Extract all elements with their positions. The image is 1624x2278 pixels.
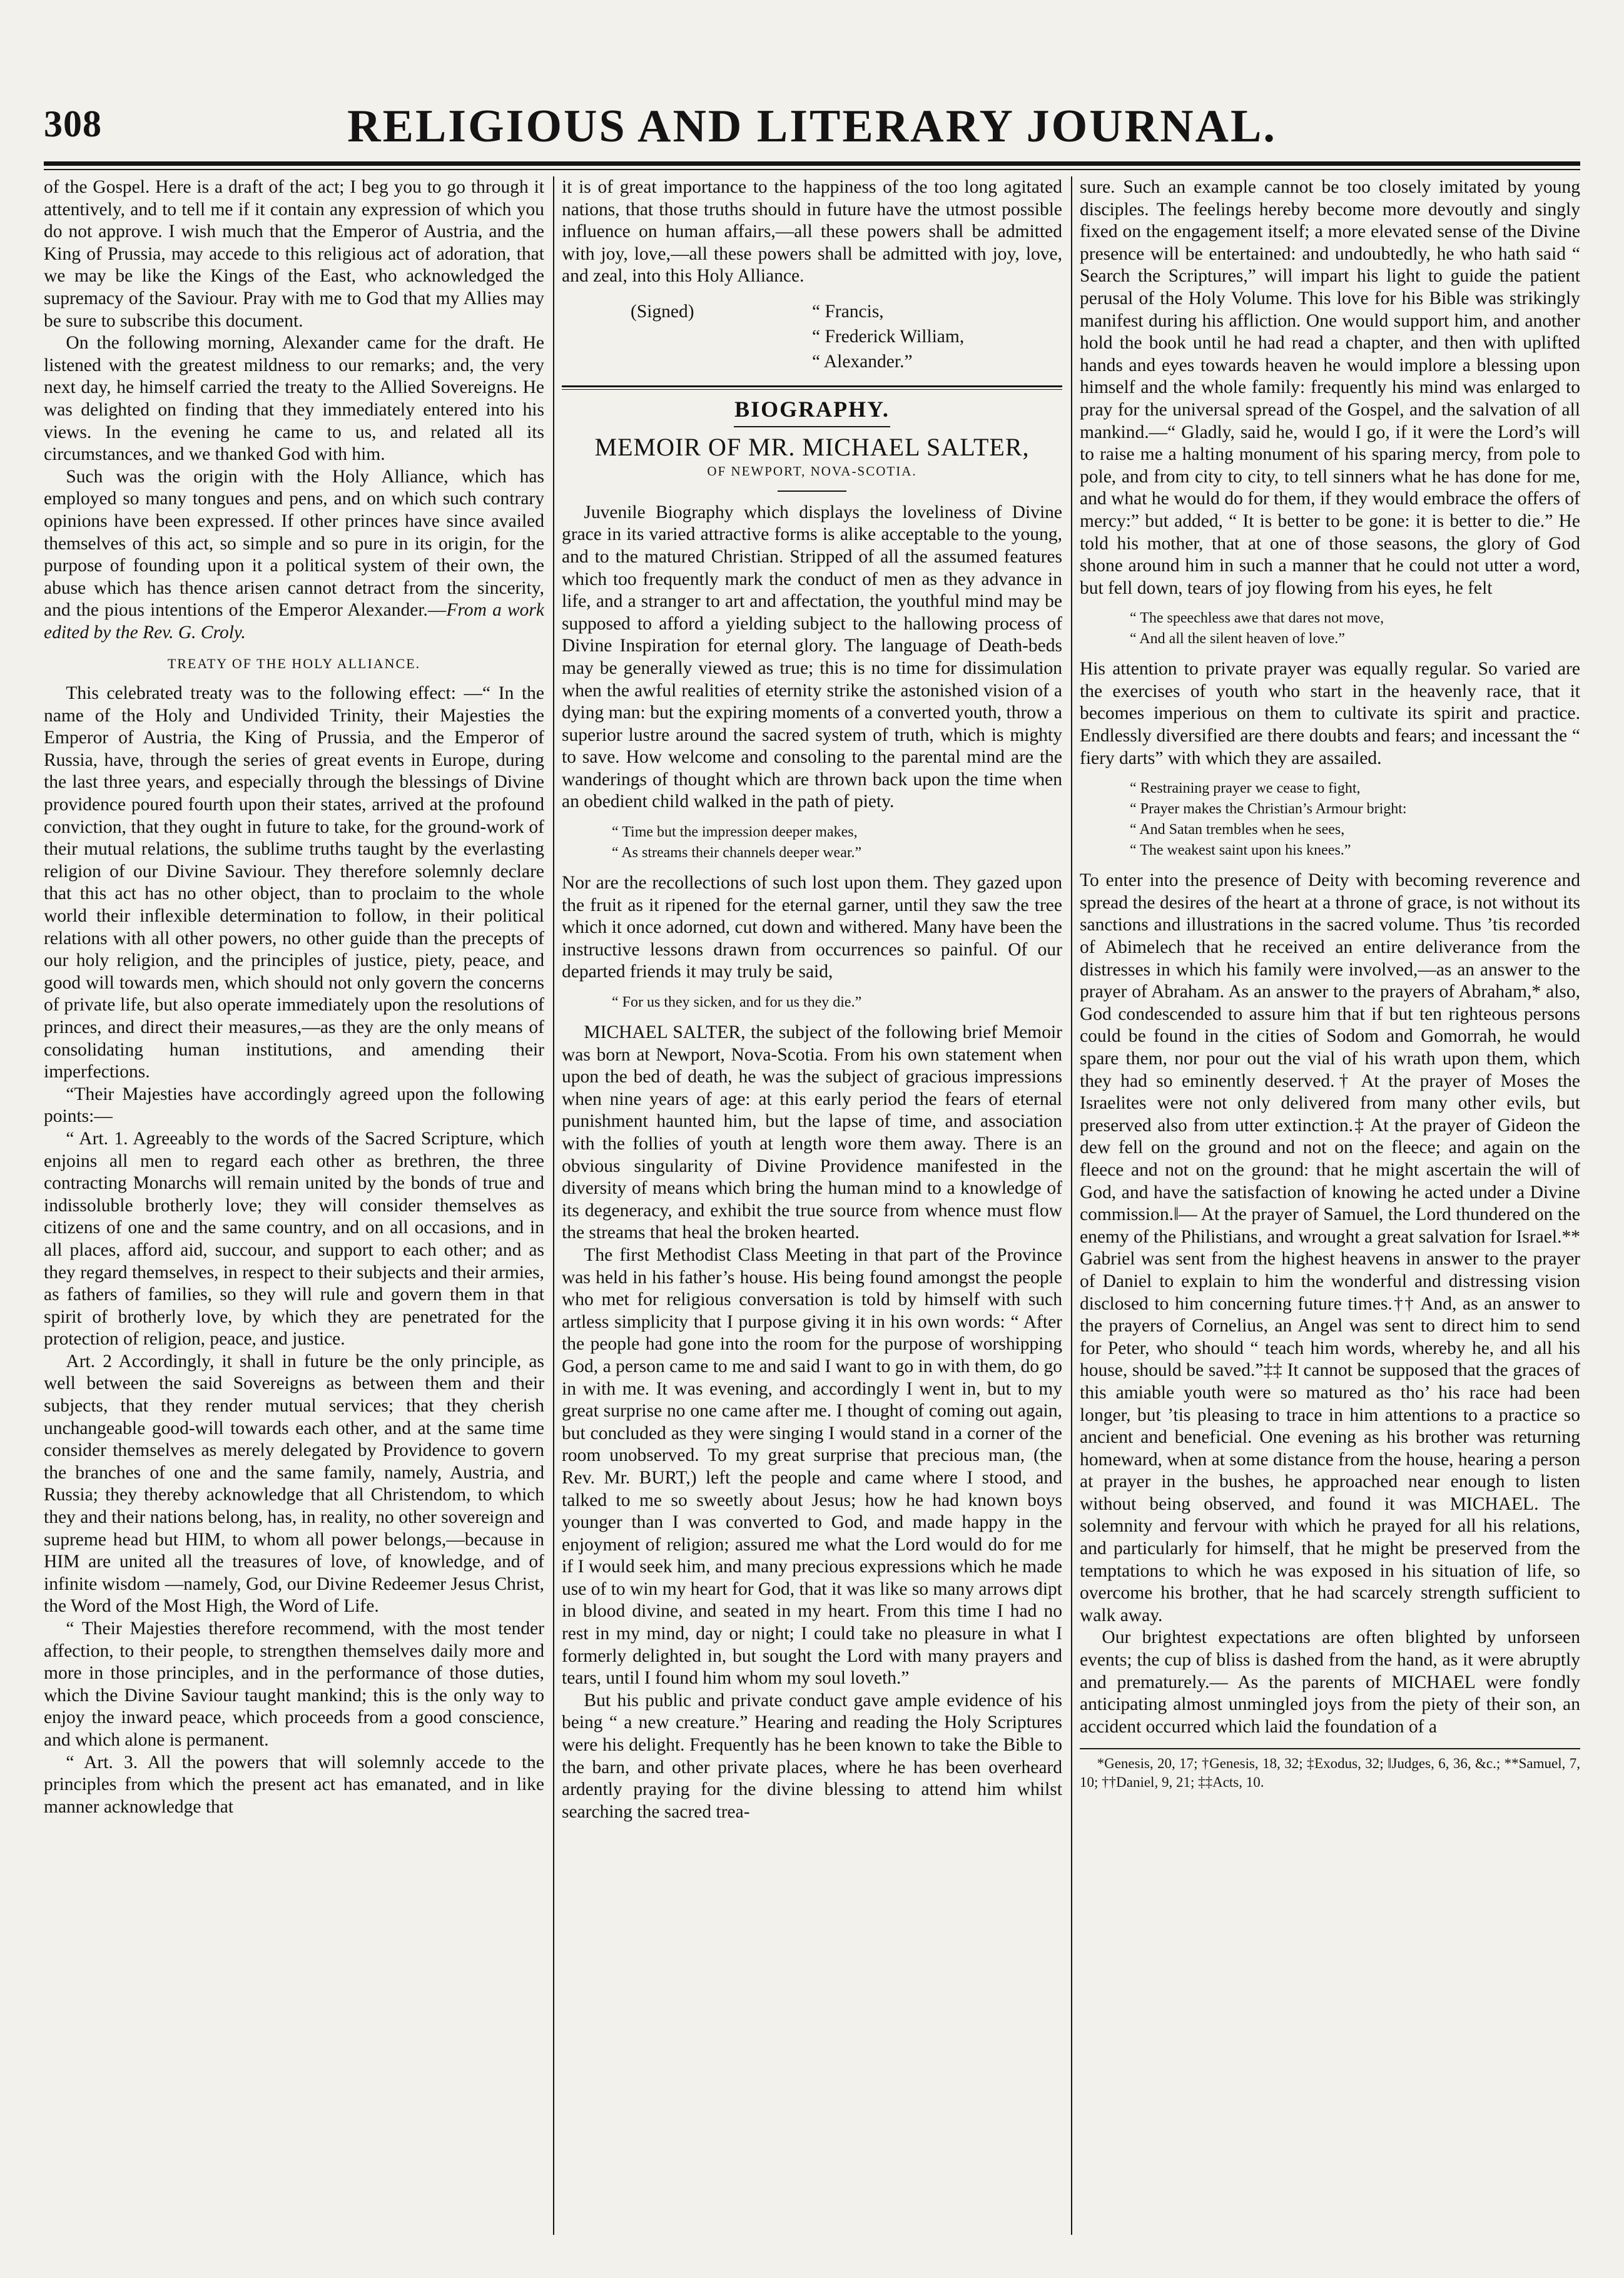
source-citation: From a work edited by the Rev. G. Croly. [44,600,544,643]
paragraph-text: the subject of the following brief Memoir was born at Newport, Nova-Scotia. From his own statement when upon the bed of death, he was the subject of gracious impressions when nine years of age: at this early period the fears of eternal punishment haunted him, but the lapse of time, and association with the follies of youth at length wore them away. There is an obvious singularity of Divine Providence manifested in the diversity of means which bring the human mind to a knowledge of its degeneracy, and exhibit the true source from whence must flow the streams that heal the broken hearted. [562,1022,1062,1243]
heading-rule [734,426,890,427]
subject-name: MICHAEL SALTER, [584,1022,746,1043]
signatures [562,299,1062,379]
verse-line: “ Restraining prayer we cease to fight, [1130,780,1361,797]
page-number: 308 [44,103,102,145]
column-divider [1071,176,1072,2235]
column-divider [553,176,554,2235]
verse-quote [1130,608,1580,649]
signatory: “ Alexander.” [812,351,913,372]
paragraph: “ Their Majesties therefore recommend, with the most tender affection, to their people, to strengthen themselves daily more and more in those principles, and in the performance of those duties, which the Divine Saviour taught mankind; this is the only way to enjoy the inward peace, which proceeds from a good conscience, and which alone is permanent. [44,1619,544,1750]
verse-line: “ Prayer makes the Christian’s Armour bright: [1130,801,1407,818]
paragraph [562,1022,1062,1244]
header-rule-thick [44,161,1580,166]
footnote: *Genesis, 20, 17; †Genesis, 18, 32; ‡Exodus, 32; ‖Judges, 6, 36, &c.; **Samuel, 7, 10; ††Daniel, 9, 21; ‡‡Acts, 10. [1080,1756,1580,1791]
section-rule [562,389,1062,390]
memoir-title: MEMOIR OF MR. MICHAEL SALTER, [594,432,1030,461]
column-right [1080,176,1580,2235]
heading-rule [778,491,846,492]
paragraph: sure. Such an example cannot be too closely imitated by young disciples. The feelings hereby become more devoutly and singly fixed on the engagement itself; a more elevated sense of the Divine presence will be entertained: and undoubtedly, he who hath said “ Search the Scriptures,” will impart his light to guide the patient perusal of the Holy Volume. This love for his Bible was strikingly manifest during his affliction. One would support him, and another hold the book until he had read a chapter, and then with uplifted hands and eyes towards heaven he would implore a blessing upon himself and the whole family: frequently his mind was enlarged to pray for the universal spread of the Gospel, and the salvation of all mankind.—“ Gladly, said he, would I go, if it were the Lord’s will to raise me a halting monument of his sparing mercy, from pole to pole, and from city to city, to tell sinners what he has done for me, and what he would do for them, if they would embrace the offers of mercy:” but added, “ It is better to be gone: it is better to die.” He told his mother, that at one of those seasons, the glory of God shone around him in such a manner that he could not utter a word, but fell down, tears of joy flowing from his eyes, he felt [1080,177,1580,598]
paragraph: Juvenile Biography which displays the loveliness of Divine grace in its varied attractive forms is alike acceptable to the young, and to the matured Christian. Stripped of all the assumed features which too frequently mark the conduct of men as they advance in life, and a stranger to art and affectation, the youthful mind may be supposed to afford a yielding subject to the hallowing process of Divine Inspiration for eternal glory. The language of Death-beds may be generally viewed as true; this is no time for dissimulation when the awful realities of eternity strike the astonished vision of a dying man: but the expiring moments of a converted youth, throw a superior lustre around the sacred system of truth, which is mighty to save. How welcome and consoling to the parental mind are the wanderings of thought which are thrown back upon the time when an obedient child walked in the path of piety. [562,502,1062,812]
verse-quote [612,822,1062,863]
header-rule-thin [44,169,1580,170]
column-left [44,176,544,2235]
verse-quote [1130,778,1580,861]
verse-line: “ And all the silent heaven of love.” [1130,631,1345,648]
verse-line: “ The weakest saint upon his knees.” [1130,842,1351,859]
paragraph: His attention to private prayer was equally regular. So varied are the exercises of youth who start in the heavenly race, that it becomes imperious on them to cultivate its spirit and practice. Endlessly diversified are there doubts and fears; and incessant the “ fiery darts” with which they are assailed. [1080,659,1580,768]
paragraph: of the Gospel. Here is a draft of the act; I beg you to go through it attentively, and to tell me if it contain any expression of which you do not approve. I wish much that the Emperor of Austria, and the King of Prussia, may accede to this religious act of adoration, that we may be like the Kings of the East, who acknowledged the supremacy of the Saviour. Pray with me to God that my Allies may be sure to subscribe this document. [44,177,544,331]
paragraph: “Their Majesties have accordingly agreed upon the following points:— [44,1084,544,1127]
verse-line: “ And Satan trembles when he sees, [1130,821,1345,838]
paragraph: But his public and private conduct gave ample evidence of his being “ a new creature.” Hearing and reading the Holy Scriptures were his delight. Frequently has he been known to take the Bible to the barn, and other private places, where he has been overheard ardently praying for the divine blessing to attend him whilst searching the sacred trea- [562,1690,1062,1822]
column-middle [562,176,1062,2235]
footnote-rule [1080,1748,1580,1749]
section-rule [562,385,1062,387]
memoir-subtitle: OF NEWPORT, NOVA-SCOTIA. [707,464,917,479]
signatory-list [812,299,964,374]
section-heading-biography: BIOGRAPHY. [734,396,890,422]
running-title: RELIGIOUS AND LITERARY JOURNAL. [347,101,1277,152]
paragraph: Art. 2 Accordingly, it shall in future be the only principle, as well between the said Sovereigns as between them and their subjects, that they render mutual services; that they cherish unchangeable good-will towards each other, and at the same time consider themselves as merely delegated by Providence to govern the branches of one and the same family, namely, Austria, and Russia; they thereby acknowledge that all Christendom, to which they and their nations belong, has, in reality, no other sovereign and supreme head but HIM, to whom all power belongs,—because in HIM are united all the treasures of love, of knowledge, and of infinite wisdom —namely, God, our Divine Redeemer Jesus Christ, the Word of the Most High, the Word of Life. [44,1351,544,1617]
signatory: “ Frederick William, [812,326,965,347]
paragraph: On the following morning, Alexander came for the draft. He listened with the greatest mildness to our remarks; and, the very next day, he himself carried the treaty to the Allied Sovereigns. He was delighted on finding that they immediately entered into his views. In the evening he came to us, and related all its circumstances, and we thanked God with him. [44,333,544,465]
paragraph: “ Art. 1. Agreeably to the words of the Sacred Scripture, which enjoins all men to regard each other as brethren, the three contracting Monarchs will remain united by the bonds of true and indissoluble brotherly love; they will consider themselves as citizens of one and the same country, and on all occasions, and in all places, afford aid, succour, and support to each other; and as they regard themselves, in respect to their subjects and their armies, as fathers of families, so they will rule and govern them in that spirit of brotherly love, by which they are penetrated for the protection of religion, peace, and justice. [44,1128,544,1350]
signed-label: (Signed) [631,301,694,322]
paragraph: This celebrated treaty was to the following effect: —“ In the name of the Holy and Undivided Trinity, their Majesties the Emperor of Austria, the King of Prussia, and the Emperor of Russia, have, through the series of great events in Europe, during the last three years, and especially through the blessings of Divine providence poured fourth upon their states, arrived at the profound conviction, that they ought in future to take, for the ground-work of their mutual relations, the sublime truths taught by the everlasting religion of our Divine Saviour. They therefore solemnly declare that this act has no other object, than to proclaim to the whole world their inflexible determination to follow, in their political relations with all other powers, no other guide than the precepts of our holy religion, and the principles of justice, piety, peace, and good will towards men, which should not only govern the concerns of private life, but also operate immediately upon the resolutions of princes, and direct their measures,—as they are the only means of consolidating human institutions, and amending their imperfections. [44,683,544,1082]
verse-line: “ For us they sicken, and for us they die.” [612,994,862,1011]
paragraph-text: Such was the origin with the Holy Alliance, which has employed so many tongues and pens, and on which such contrary opinions have been expressed. If other princes have since availed themselves of this act, so simple and so pure in its origin, for the purpose of founding upon it a political system of their own, the abuse which has thence arisen cannot detract from the sincerity, and the pious intentions of the Emperor Alexander.— [44,466,544,621]
paragraph: Nor are the recollections of such lost upon them. They gazed upon the fruit as it ripened for the eternal garner, until they saw the tree which it once adorned, cut down and withered. Many have been the instructive lessons drawn from occurrences so painful. Of our departed friends it may truly be said, [562,873,1062,982]
paragraph: The first Methodist Class Meeting in that part of the Province was held in his father’s house. His being found amongst the people who met for religious conversation is told by himself with such artless simplicity that I purpose giving it in his own words: “ After the people had gone into the room for the purpose of worshipping God, a person came to me and said I want to go in with them, do go in with me. It was evening, and accordingly I went in, but to my great surprise no one came after me. I thought of coming out again, but concluded as they were singing I would stand in a corner of the room unobserved. To my great surprise that precious man, (the Rev. Mr. BURT,) left the people and came where I stood, and talked to me so sweetly about Jesus; how he had known boys younger than I was converted to God, and made happy in the enjoyment of religion; assured me what the Lord would do for me if I would seek him, and many precious expressions which he made use of to win my heart for God, that it was like so many arrows dipt in blood divine, and seated in my heart. From this time I had no rest in my mind, day or night; I could take no pleasure in what I formerly delighted in, but sought the Lord with many prayers and tears, until I found him whom my soul loveth.” [562,1244,1062,1689]
page-header [44,100,1580,169]
subheading-treaty: TREATY OF THE HOLY ALLIANCE. [167,656,421,672]
paragraph: Our brightest expectations are often blighted by unforseen events; the cup of bliss is dashed from the hand, as it were abruptly and prematurely.— As the parents of MICHAEL were fondly anticipating almost unmingled joys from the piety of their son, an accident occurred which laid the foundation of a [1080,1627,1580,1737]
paragraph: it is of great importance to the happiness of the too long agitated nations, that those truths should in future have the utmost possible influence on human affairs,—all these powers shall be admitted with joy, love,—all these powers shall be admitted with joy, love, and zeal, into this Holy Alliance. [562,177,1062,287]
signatory: “ Francis, [812,301,884,322]
paragraph [44,466,544,644]
verse-line: “ Time but the impression deeper makes, [612,824,858,841]
verse-quote [612,992,1062,1013]
verse-line: “ As streams their channels deeper wear.” [612,845,862,862]
paragraph: To enter into the presence of Deity with becoming reverence and spread the desires of the heart at a throne of grace, is not without its sanctions and illustrations in the sacred volume. Thus ’tis recorded of Abimelech that he received an entire deliverance from the distresses in which his family were involved,—as an answer to the prayer of Abraham. As an answer to the prayers of Abraham,* also, God condescended to assure him that if but ten righteous persons could be found in the cities of Sodom and Gomorrah, he would spare them, nor pour out the vial of his wrath upon them, which they had so eminently deserved.† At the prayer of Moses the Israelites were not only delivered from many other evils, but preserved also from utter extinction.‡ At the prayer of Gideon the dew fell on the ground and not on the fleece; and again on the fleece and not on the ground: that he might ascertain the will of God, and have the satisfaction of knowing he acted under a Divine commission.‖— At the prayer of Samuel, the Lord thundered on the enemy of the Philistians, and wrought a great salvation for Israel.** Gabriel was sent from the highest heavens in answer to the prayer of Daniel to explain to him the wonderful and distressing vision disclosed to him concerning future times.†† And, as an answer to the prayers of Cornelius, an Angel was sent to direct him to send for Peter, who should “ teach him words, whereby he, and all his house, should be saved.”‡‡ It cannot be supposed that the graces of this amiable youth were so matured as tho’ his race had been longer, but ’tis pleasing to trace in him attentions to a practice so ancient and beneficial. One evening as his brother was returning homeward, when at some distance from the house, hearing a person at prayer in the bushes, he approached near enough to listen without being observed, and found it was MICHAEL. The solemnity and fervour with which he prayed for all his relations, and particularly for himself, that he might be preserved from the temptations to which he was exposed in his situation of life, so overcome his brother, that he had scarcely strength sufficient to walk away. [1080,870,1580,1625]
paragraph: “ Art. 3. All the powers that will solemnly accede to the principles from which the present act has emanated, and in like manner acknowledge that [44,1752,544,1817]
verse-line: “ The speechless awe that dares not move, [1130,610,1384,627]
